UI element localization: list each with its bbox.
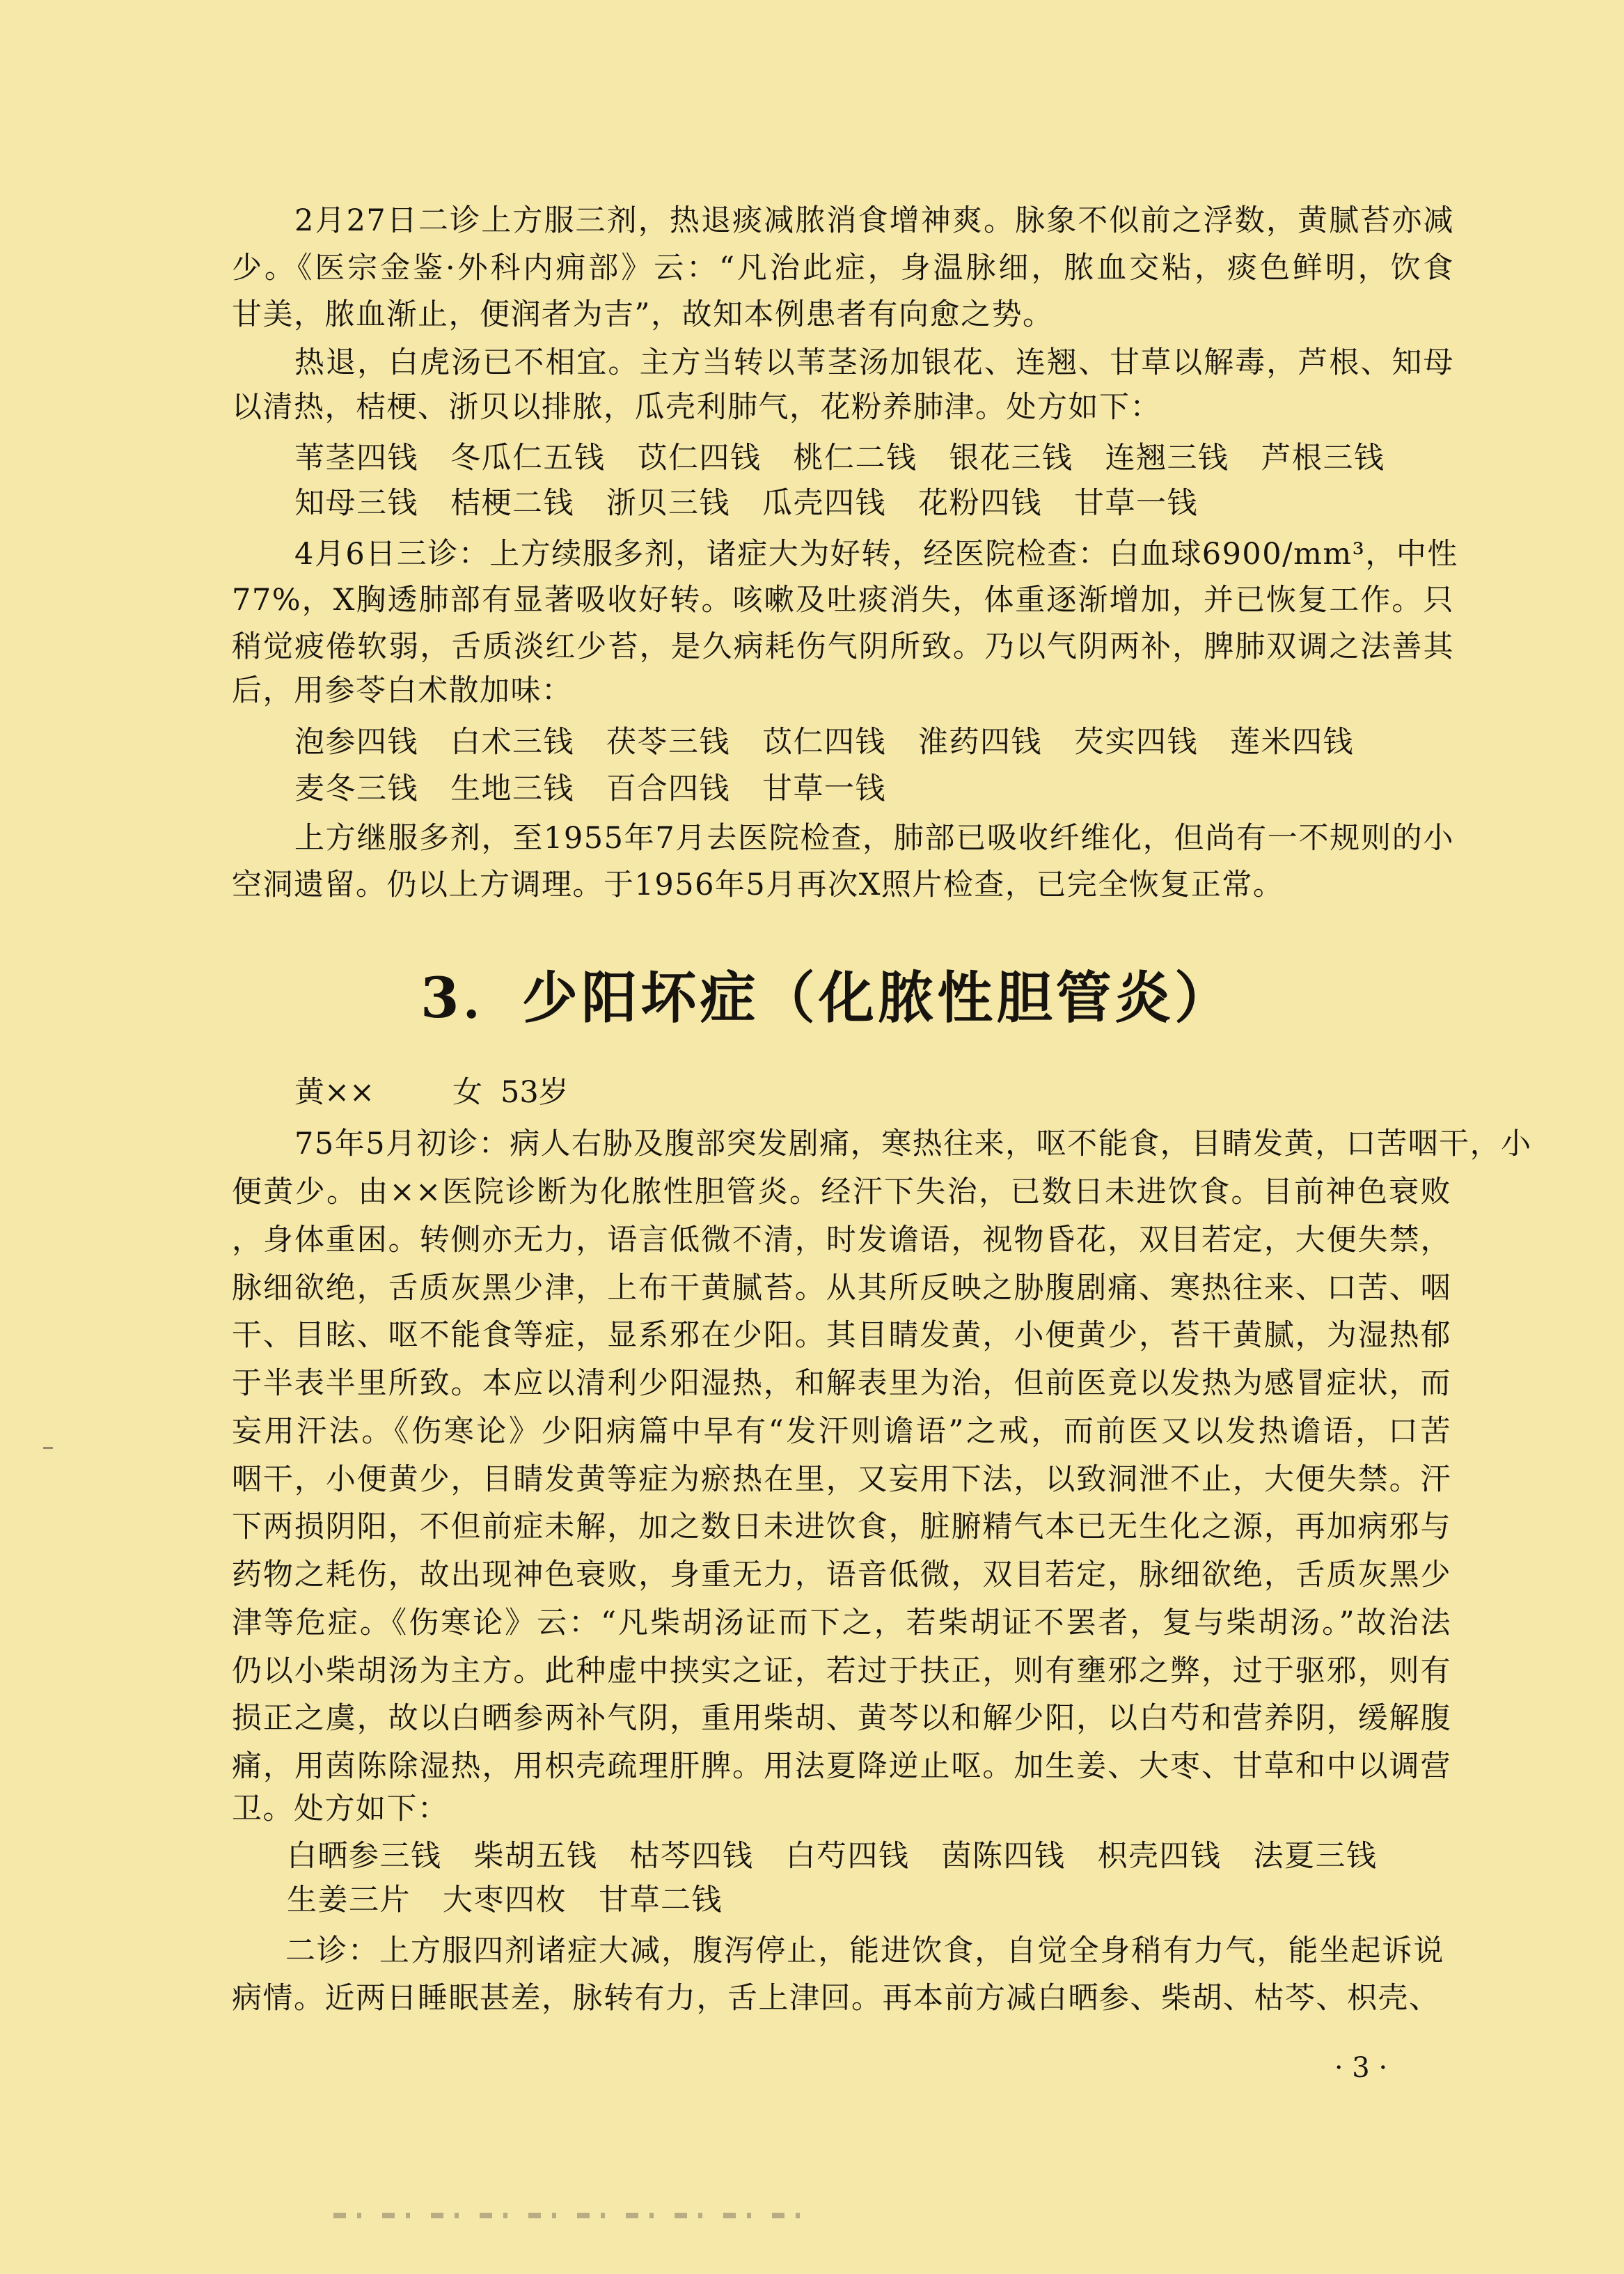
treatment-plan-line: 以清热，桔梗、浙贝以排脓，瓜壳利肺气，花粉养肺津。处方如下：	[232, 390, 1161, 425]
first-visit-line: 仍以小柴胡汤为主方。此种虚中挟实之证，若过于扶正，则有壅邪之弊，过于驱邪，则有	[232, 1654, 1451, 1688]
herb-dose: 生姜三片	[287, 1883, 411, 1918]
scan-artifact	[43, 1447, 53, 1449]
first-visit-line: 痛，用茵陈除湿热，用枳壳疏理肝脾。用法夏降逆止呕。加生姜、大枣、甘草和中以调营	[232, 1749, 1451, 1784]
first-visit-line: 津等危症。《伤寒论》云：“凡柴胡汤证而下之，若柴胡证不罢者，复与柴胡汤。”故治法	[232, 1606, 1451, 1640]
second-visit-line: 二诊：上方服四剂诸症大减，腹泻停止，能进饮食，自觉全身稍有力气，能坐起诉说	[285, 1934, 1444, 1968]
section-heading: 3．少阳坏症（化脓性胆管炎）	[420, 965, 1233, 1030]
first-visit-line: 干、目眩、呕不能食等症，显系邪在少阳。其目睛发黄，小便黄少，苔干黄腻，为湿热郁	[232, 1318, 1451, 1353]
herb-dose: 连翘三钱	[1105, 441, 1229, 476]
herb-dose: 淮药四钱	[918, 725, 1042, 760]
prescription-line	[294, 483, 1198, 524]
first-visit-line: 脉细欲绝，舌质灰黑少津，上布干黄腻苔。从其所反映之胁腹剧痛、寒热往来、口苦、咽	[232, 1271, 1451, 1305]
herb-dose: 花粉四钱	[918, 486, 1042, 521]
herb-dose: 冬瓜仁五钱	[450, 441, 606, 476]
first-visit-line: 便黄少。由××医院诊断为化脓性胆管炎。经汗下失治，已数日未进饮食。目前神色衰败	[232, 1175, 1451, 1209]
herb-dose: 银花三钱	[949, 441, 1073, 476]
herb-dose: 桔梗二钱	[450, 486, 574, 521]
herb-dose: 枯芩四钱	[629, 1839, 754, 1874]
follow-up-line: 上方继服多剂，至1955年7月去医院检查，肺部已吸收纤维化，但尚有一不规则的小	[294, 821, 1454, 856]
herb-dose: 茯苓三钱	[606, 725, 730, 760]
herb-dose: 白芍四钱	[785, 1839, 910, 1874]
third-visit-line: 稍觉疲倦软弱，舌质淡红少苔，是久病耗伤气阴所致。乃以气阴两补，脾肺双调之法善其	[232, 629, 1454, 664]
first-visit-line: 下两损阴阳，不但前症未解，加之数日未进饮食，脏腑精气本已无生化之源，再加病邪与	[232, 1510, 1451, 1544]
prescription-line	[294, 437, 1385, 479]
herb-dose: 苇茎四钱	[294, 441, 418, 476]
first-visit-line: 妄用汗法。《伤寒论》少阳病篇中早有“发汗则谵语”之戒，而前医又以发热谵语，口苦	[232, 1414, 1451, 1449]
herb-dose: 甘草二钱	[599, 1883, 723, 1918]
first-visit-line: ，身体重困。转侧亦无力，语言低微不清，时发谵语，视物昏花，双目若定，大便失禁，	[232, 1223, 1451, 1257]
herb-dose: 知母三钱	[294, 486, 418, 521]
herb-dose: 浙贝三钱	[606, 486, 730, 521]
herb-dose: 茵陈四钱	[941, 1839, 1066, 1874]
herb-dose: 白术三钱	[450, 725, 574, 760]
herb-dose: 甘草一钱	[1074, 486, 1198, 521]
herb-dose: 瓜壳四钱	[762, 486, 886, 521]
herb-dose: 芦根三钱	[1261, 441, 1385, 476]
first-visit-line: 于半表半里所致。本应以清利少阳湿热，和解表里为治，但前医竟以发热为感冒症状，而	[232, 1366, 1451, 1401]
treatment-plan-line: 热退，白虎汤已不相宜。主方当转以苇茎汤加银花、连翘、甘草以解毒，芦根、知母	[294, 345, 1454, 380]
second-visit-line: 2月27日二诊上方服三剂，热退痰减脓消食增神爽。脉象不似前之浮数，黄腻苔亦减	[294, 203, 1454, 238]
prescription-line	[294, 721, 1354, 763]
third-visit-line: 4月6日三诊：上方续服多剂，诸症大为好转，经医院检查：白血球6900/mm³，中性	[294, 537, 1458, 572]
herb-dose: 芡实四钱	[1074, 725, 1198, 760]
herb-dose: 泡参四钱	[294, 725, 418, 760]
prescription-line	[294, 768, 886, 810]
prescription-line	[287, 1879, 723, 1921]
first-visit-line: 药物之耗伤，故出现神色衰败，身重无力，语音低微，双目若定，脉细欲绝，舌质灰黑少	[232, 1558, 1451, 1592]
first-visit-line: 75年5月初诊：病人右胁及腹部突发剧痛，寒热往来，呕不能食，目睛发黄，口苦咽干，小	[294, 1127, 1532, 1161]
herb-dose: 苡仁四钱	[637, 441, 762, 476]
prescription-line	[287, 1835, 1378, 1877]
second-visit-line: 少。《医宗金鉴·外科内痈部》云：“凡治此症，身温脉细，脓血交粘，痰色鲜明，饮食	[232, 251, 1454, 285]
herb-dose: 生地三钱	[450, 771, 574, 806]
page-number: · 3 ·	[1334, 2052, 1388, 2084]
scan-artifact	[333, 2213, 814, 2218]
follow-up-line: 空洞遗留。仍以上方调理。于1956年5月再次X照片检查，已完全恢复正常。	[232, 868, 1284, 902]
herb-dose: 麦冬三钱	[294, 771, 418, 806]
herb-dose: 苡仁四钱	[762, 725, 886, 760]
herb-dose: 大枣四枚	[443, 1883, 567, 1918]
herb-dose: 桃仁二钱	[793, 441, 917, 476]
herb-dose: 白晒参三钱	[287, 1839, 442, 1874]
second-visit-line: 病情。近两日睡眠甚差，脉转有力，舌上津回。再本前方减白晒参、柴胡、枯芩、枳壳、	[232, 1981, 1440, 2016]
third-visit-line: 77%，X胸透肺部有显著吸收好转。咳嗽及吐痰消失，体重逐渐增加，并已恢复工作。只	[232, 583, 1454, 618]
patient-age: 53岁	[500, 1075, 569, 1110]
second-visit-line: 甘美，脓血渐止，便润者为吉”，故知本例患者有向愈之势。	[232, 297, 1054, 332]
patient-name: 黄××	[294, 1075, 375, 1110]
first-visit-line: 咽干，小便黄少，目睛发黄等症为瘀热在里，又妄用下法，以致洞泄不止，大便失禁。汗	[232, 1462, 1451, 1497]
patient-sex: 女	[452, 1075, 482, 1110]
herb-dose: 枳壳四钱	[1097, 1839, 1222, 1874]
herb-dose: 百合四钱	[606, 771, 730, 806]
herb-dose: 柴胡五钱	[473, 1839, 598, 1874]
first-visit-line: 损正之虞，故以白晒参两补气阴，重用柴胡、黄芩以和解少阳，以白芍和营养阴，缓解腹	[232, 1701, 1451, 1736]
herb-dose: 甘草一钱	[762, 771, 886, 806]
first-visit-line: 卫。处方如下：	[232, 1791, 449, 1826]
herb-dose: 莲米四钱	[1230, 725, 1354, 760]
third-visit-line: 后，用参苓白术散加味：	[232, 673, 573, 708]
herb-dose: 法夏三钱	[1253, 1839, 1378, 1874]
